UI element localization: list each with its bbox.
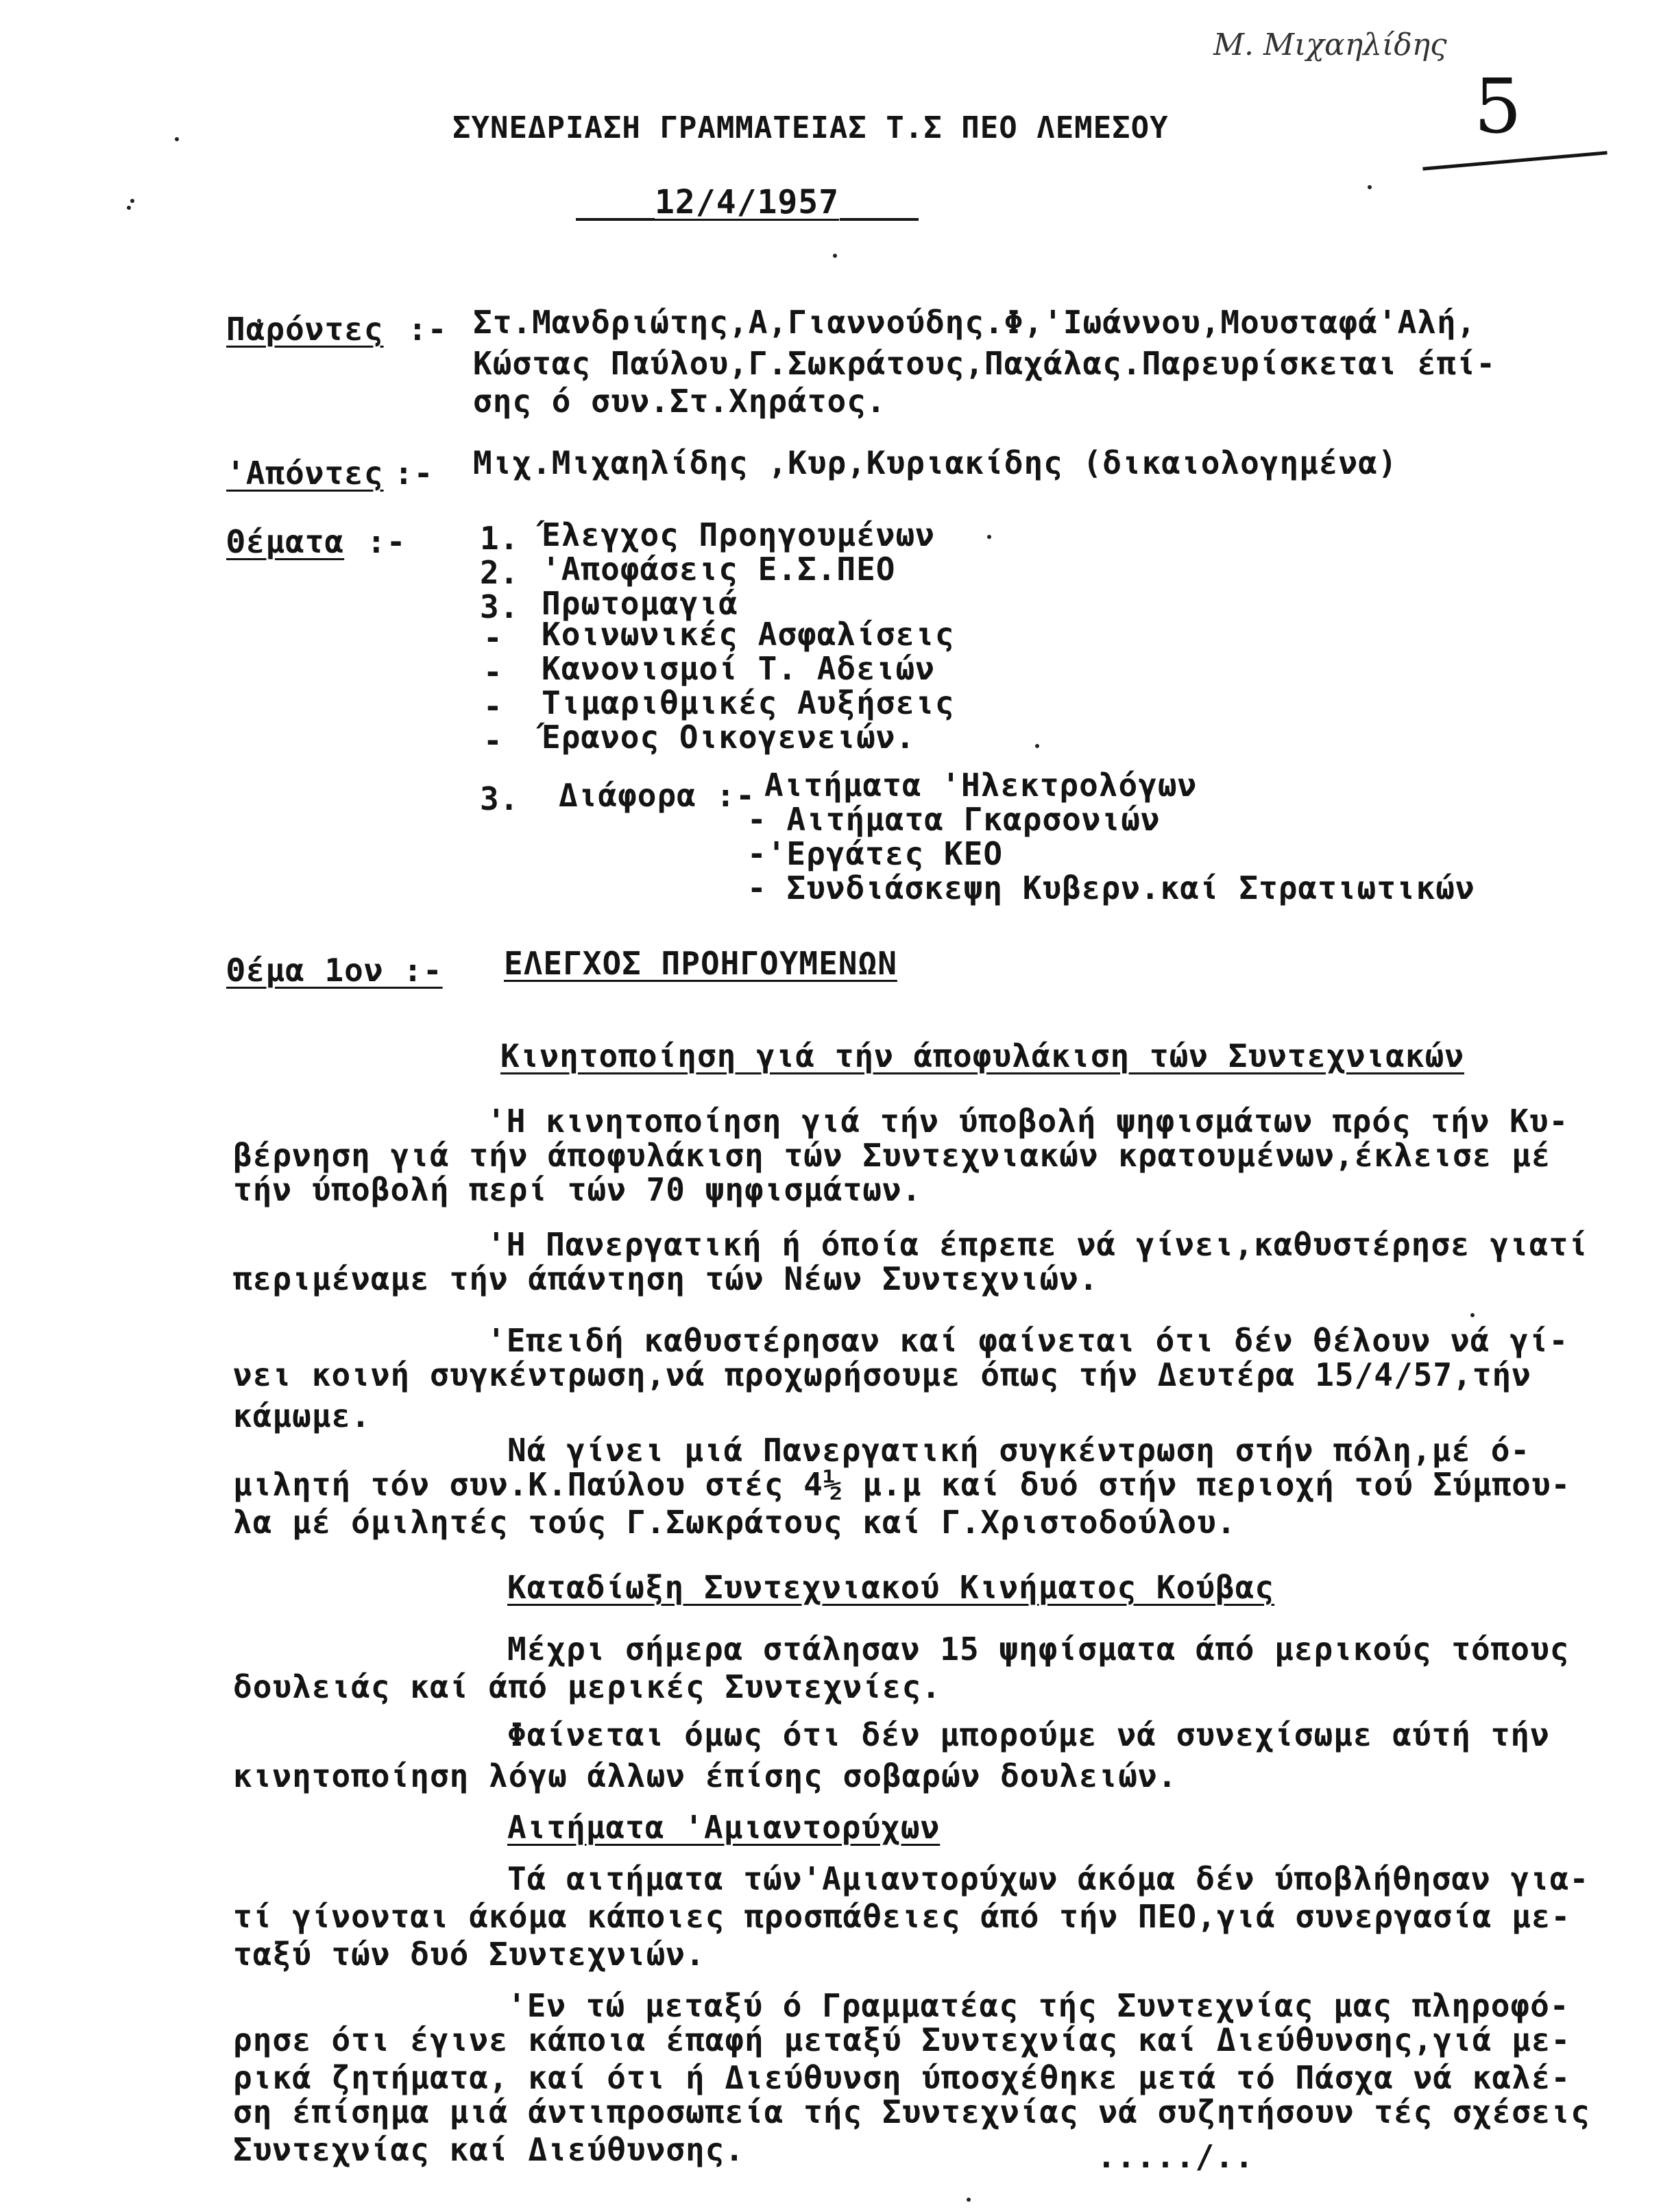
present-line: σης ό συν.Στ.Χηράτος. — [473, 383, 886, 420]
misc-item: - Αιτήματα Γκαρσονιών — [747, 801, 1161, 838]
paragraph-line: Μέχρι σήμερα στάλησαν 15 ψηφίσματα άπό μερικούς τόπους — [507, 1631, 1570, 1668]
agenda-marker: 1. — [480, 520, 520, 557]
speck — [130, 199, 134, 203]
misc-marker: 3. — [480, 780, 520, 817]
speck — [1035, 744, 1039, 748]
paragraph-line: νει κοινή συγκέντρωση,νά προχωρήσουμε όπως τήν Δευτέρα 15/4/57,τήν — [233, 1356, 1531, 1393]
meeting-date: 12/4/1957 — [655, 183, 840, 221]
present-line: Κώστας Παύλου,Γ.Σωκράτους,Παχάλας.Παρευρίσκεται έπί- — [473, 345, 1496, 382]
continuation-mark: ...../.. — [1097, 2138, 1254, 2175]
paragraph-line: Συντεχνίας καί Διεύθυνσης. — [233, 2131, 745, 2168]
absent-text: Μιχ.Μιχαηλίδης ,Κυρ,Κυριακίδης (δικαιολογημένα) — [473, 444, 1398, 481]
misc-item: Αιτήματα 'Ηλεκτρολόγων — [764, 767, 1198, 804]
paragraph-line: 'Η κινητοποίηση γιά τήν ύποβολή ψηφισμάτων πρός τήν Κυ- — [487, 1103, 1569, 1140]
paragraph-line: Νά γίνει μιά Πανεργατική συγκέντρωση στήν πόλη,μέ ό- — [507, 1432, 1531, 1469]
agenda-item: Πρωτομαγιά — [542, 585, 738, 622]
agenda-marker: 3. — [480, 588, 520, 625]
agenda-marker: - — [483, 688, 503, 725]
agenda-marker: - — [483, 722, 503, 759]
paragraph-line: ρησε ότι έγινε κάποια έπαφή μεταξύ Συντεχνίας καί Διεύθυνσης,γιά με- — [233, 2021, 1571, 2058]
page-number-underline — [1422, 151, 1607, 171]
paragraph-line: περιμέναμε τήν άπάντηση τών Νέων Συντεχνιών. — [233, 1260, 1099, 1297]
section2-heading: Καταδίωξη Συντεχνιακού Κινήματος Κούβας — [507, 1569, 1275, 1606]
page-title: ΣΥΝΕΔΡΙΑΣΗ ΓΡΑΜΜΑΤΕΙΑΣ Τ.Σ ΠΕΟ ΛΕΜΕΣΟΥ — [452, 110, 1169, 145]
agenda-item: Κοινωνικές Ασφαλίσεις — [542, 616, 955, 653]
paragraph-line: ρικά ζητήματα, καί ότι ή Διεύθυνση ύποσχέθηκε μετά τό Πάσχα νά καλέ- — [233, 2059, 1571, 2096]
agenda-marker: - — [483, 619, 503, 656]
paragraph-line: τήν ύποβολή περί τών 70 ψηφισμάτων. — [233, 1171, 922, 1208]
paragraph-line: κάμωμε. — [233, 1397, 371, 1434]
paragraph-line: Φαίνεται όμως ότι δέν μπορούμε νά συνεχίσωμε αύτή τήν — [507, 1716, 1550, 1753]
paragraph-line: δουλειάς καί άπό μερικές Συντεχνίες. — [233, 1668, 941, 1705]
speck — [1368, 185, 1372, 189]
present-sep: :- — [408, 311, 448, 348]
paragraph-line: μιλητή τόν συν.Κ.Παύλου στές 4½ μ.μ καί δυό στήν περιοχή τού Σύμπου- — [233, 1466, 1571, 1503]
paragraph-line: Τά αιτήματα τών'Αμιαντορύχων άκόμα δέν ύποβλήθησαν για- — [507, 1860, 1590, 1897]
speck — [175, 137, 179, 141]
agenda-item: Έλεγχος Προηγουμένων — [542, 516, 935, 553]
agenda-sep: :- — [367, 523, 407, 560]
paragraph-line: λα μέ όμιλητές τούς Γ.Σωκράτους καί Γ.Χριστοδούλου. — [233, 1504, 1237, 1541]
paragraph-line: 'Επειδή καθυστέρησαν καί φαίνεται ότι δέν θέλουν νά γί- — [487, 1322, 1569, 1359]
handwritten-note: Μ. Μιχαηλίδης — [1213, 27, 1447, 62]
absent-label: 'Απόντες — [226, 455, 384, 492]
agenda-marker: 2. — [480, 554, 520, 591]
misc-label: Διάφορα :- — [559, 777, 755, 814]
paragraph-line: 'Εν τώ μεταξύ ό Γραμματέας τής Συντεχνίας μας πληροφό- — [507, 1987, 1570, 2024]
agenda-item: Έρανος Οικογενειών. — [542, 719, 916, 756]
speck — [127, 206, 131, 210]
speck — [833, 254, 837, 258]
paragraph-line: ταξύ τών δυό Συντεχνιών. — [233, 1936, 705, 1973]
speck — [967, 2198, 971, 2202]
section3-heading: Αιτήματα 'Αμιαντορύχων — [507, 1809, 941, 1846]
misc-item: - Συνδιάσκεψη Κυβερν.καί Στρατιωτικών — [747, 869, 1475, 906]
page-number: 5 — [1474, 62, 1522, 150]
misc-item: -'Εργάτες ΚΕΟ — [747, 835, 1004, 872]
present-line: Στ.Μανδριώτης,Α,Γιαννούδης.Φ,'Ιωάννου,Μουσταφά'Αλή, — [473, 304, 1477, 341]
topic1-title: ΕΛΕΓΧΟΣ ΠΡΟΗΓΟΥΜΕΝΩΝ — [504, 945, 897, 982]
paragraph-line: τί γίνονται άκόμα κάποιες προσπάθειες άπό τήν ΠΕΟ,γιά συνεργασία με- — [233, 1898, 1571, 1935]
date-rule-left — [576, 218, 655, 221]
agenda-marker: - — [483, 653, 503, 690]
present-label: Παρόντες — [226, 311, 384, 348]
speck — [1470, 1313, 1475, 1317]
agenda-label: Θέματα — [226, 523, 345, 560]
paragraph-line: βέρνηση γιά τήν άποφυλάκιση τών Συντεχνιακών κρατουμένων,έκλεισε μέ — [233, 1137, 1551, 1174]
agenda-item: 'Αποφάσεις Ε.Σ.ΠΕΟ — [542, 551, 896, 588]
absent-sep: :- — [394, 455, 434, 492]
topic1-label: Θέμα 1ον :- — [226, 952, 443, 989]
paragraph-line: ση έπίσημα μιά άντιπροσωπεία τής Συντεχνίας νά συζητήσουν τές σχέσεις — [233, 2093, 1590, 2130]
date-rule-right — [840, 218, 919, 221]
agenda-item: Κανονισμοί Τ. Αδειών — [542, 650, 935, 687]
speck — [987, 535, 991, 539]
paragraph-line: 'Η Πανεργατική ή όποία έπρεπε νά γίνει,καθυστέρησε γιατί — [487, 1226, 1588, 1263]
section1-heading: Κινητοποίηση γιά τήν άποφυλάκιση τών Συντεχνιακών — [500, 1037, 1465, 1074]
agenda-item: Τιμαριθμικές Αυξήσεις — [542, 684, 955, 721]
paragraph-line: κινητοποίηση λόγω άλλων έπίσης σοβαρών δουλειών. — [233, 1757, 1178, 1794]
